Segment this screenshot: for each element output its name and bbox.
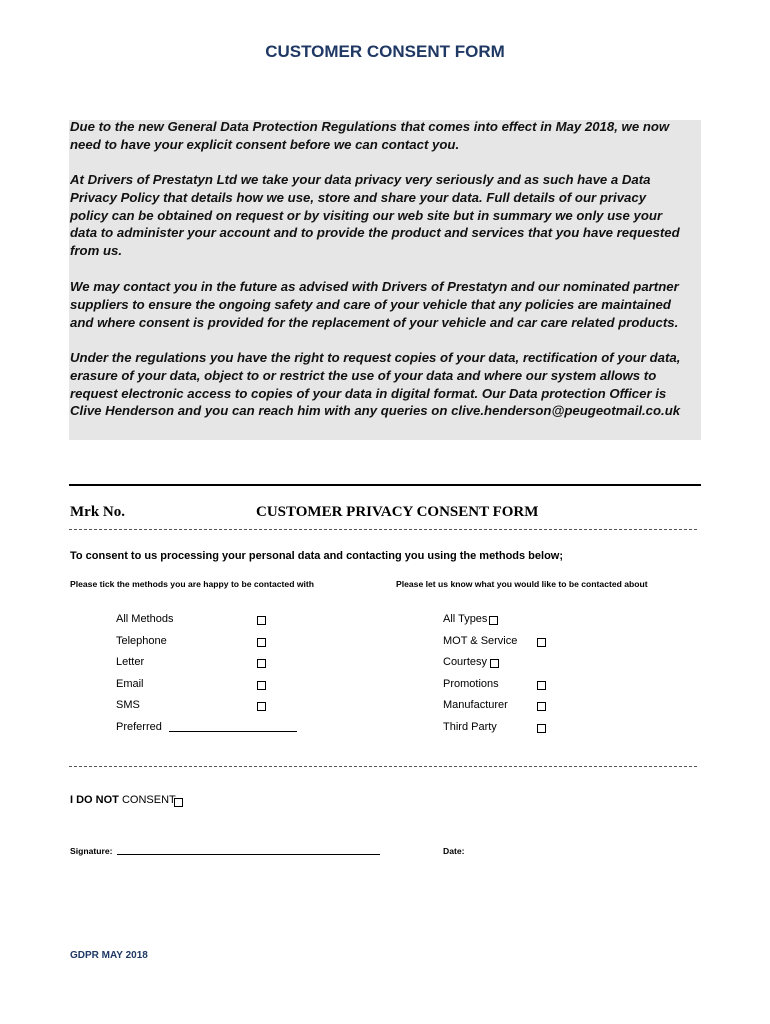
- topic-all-types-label: All Types: [443, 613, 488, 625]
- topic-manufacturer-checkbox[interactable]: [537, 702, 546, 711]
- paragraph-line: suppliers to ensure the ongoing safety and care of your vehicle that any policies are maintained: [70, 296, 671, 312]
- no-consent-text: CONSENT: [121, 794, 176, 806]
- paragraph-line: erasure of your data, object to or restrict the use of your data and where our system allows to: [70, 367, 657, 383]
- paragraph-line: We may contact you in the future as advised with Drivers of Prestatyn and our nominated partner: [70, 279, 679, 294]
- footer-label: GDPR MAY 2018: [70, 950, 148, 961]
- topic-promotions-label: Promotions: [443, 678, 499, 690]
- signature-label: Signature:: [70, 846, 113, 856]
- paragraph-line: policy can be obtained on request or by visiting our web site but in summary we only use your: [70, 207, 663, 223]
- topic-manufacturer-label: Manufacturer: [443, 699, 508, 711]
- topic-mot-service-checkbox[interactable]: [537, 638, 546, 647]
- topic-third-party-label: Third Party: [443, 721, 497, 733]
- dashed-divider: [69, 766, 697, 767]
- mrk-no-label: Mrk No.: [70, 504, 125, 520]
- consent-intro: To consent to us processing your personal data and contacting you using the methods below;: [70, 550, 564, 562]
- gdpr-paragraph-2: [70, 171, 702, 260]
- paragraph-line: Privacy Policy that details how we use, store and share your data. Full details of our privacy: [70, 189, 647, 205]
- gdpr-paragraph-1: [70, 118, 702, 154]
- paragraph-line: At Drivers of Prestatyn Ltd we take your data privacy very seriously and as such have a Data: [70, 172, 651, 187]
- paragraph-line: Under the regulations you have the right to request copies of your data, rectification of your data,: [70, 350, 681, 365]
- method-telephone-checkbox[interactable]: [257, 638, 266, 647]
- paragraph-line: need to have your explicit consent before we can contact you.: [70, 136, 460, 152]
- no-consent-option: [70, 794, 176, 806]
- page-title: CUSTOMER CONSENT FORM: [265, 42, 505, 61]
- method-sms-checkbox[interactable]: [257, 702, 266, 711]
- preferred-label: Preferred: [116, 721, 162, 733]
- date-label: Date:: [443, 846, 465, 856]
- gdpr-paragraph-4: [70, 349, 702, 420]
- signature-line[interactable]: [117, 854, 380, 855]
- paragraph-line: and where consent is provided for the replacement of your vehicle and car care related products.: [70, 314, 679, 330]
- topics-heading: Please let us know what you would like to be contacted about: [396, 579, 648, 589]
- topic-promotions-checkbox[interactable]: [537, 681, 546, 690]
- method-email-label: Email: [116, 678, 144, 690]
- paragraph-line: Clive Henderson and you can reach him with any queries on clive.henderson@peugeotmail.co.uk: [70, 403, 681, 419]
- topic-mot-service-label: MOT & Service: [443, 635, 518, 647]
- method-sms-label: SMS: [116, 699, 140, 711]
- topic-third-party-checkbox[interactable]: [537, 724, 546, 733]
- paragraph-line: data to administer your account and to provide the product and services that you have requested: [70, 225, 680, 241]
- no-consent-checkbox[interactable]: [174, 798, 183, 807]
- method-all-label: All Methods: [116, 613, 174, 625]
- methods-heading: Please tick the methods you are happy to be contacted with: [70, 579, 315, 589]
- dashed-divider: [69, 529, 697, 530]
- section-divider: [69, 484, 701, 486]
- paragraph-line: from us.: [70, 243, 123, 259]
- method-telephone-label: Telephone: [116, 635, 167, 647]
- topic-all-types-checkbox[interactable]: [489, 616, 498, 625]
- no-consent-bold: I DO NOT: [70, 794, 119, 806]
- preferred-input-line[interactable]: [169, 731, 297, 732]
- paragraph-line: Due to the new General Data Protection Regulations that comes into effect in May 2018, we now: [70, 119, 670, 134]
- topic-courtesy-label: Courtesy: [443, 656, 488, 668]
- consent-form-title: CUSTOMER PRIVACY CONSENT FORM: [256, 504, 539, 520]
- method-email-checkbox[interactable]: [257, 681, 266, 690]
- gdpr-paragraph-3: [70, 278, 702, 331]
- method-all-checkbox[interactable]: [257, 616, 266, 625]
- paragraph-line: request electronic access to copies of your data in digital format. Our Data protection Officer is: [70, 385, 667, 401]
- method-letter-label: Letter: [116, 656, 145, 668]
- method-letter-checkbox[interactable]: [257, 659, 266, 668]
- topic-courtesy-checkbox[interactable]: [490, 659, 499, 668]
